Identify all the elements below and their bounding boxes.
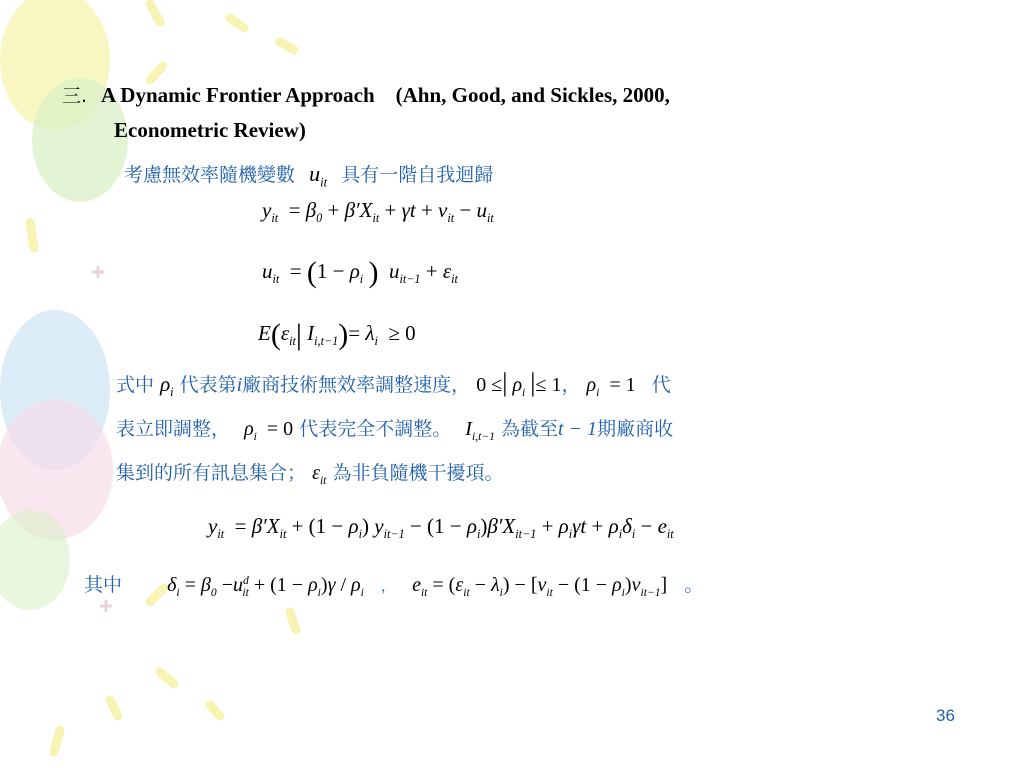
equation-inefficiency-process: $u_{it} = (1 - \rho_i$ ) $u_{it-1} + \varepsilon_{it}$ bbox=[262, 256, 458, 289]
intro-text-after: 具有一階自我迴歸 bbox=[341, 164, 494, 186]
slide-title bbox=[62, 78, 670, 147]
e-definition: $e_{it} = (\varepsilon_{it} - \lambda_i) - [v_{it} - (1 - \rho_i)v_{it-1}]$ bbox=[412, 574, 668, 599]
para2-text-b: 代表完全不調整。 bbox=[299, 418, 452, 440]
title-number: 三. bbox=[62, 85, 88, 107]
where-line bbox=[84, 570, 703, 599]
epsilon-it-symbol: $\varepsilon_{it}$ bbox=[312, 462, 327, 487]
para2-text-d: 期廠商收 bbox=[597, 418, 674, 440]
para1-text-a: 式中 bbox=[116, 374, 155, 396]
para3-text-b: 為非負隨機干擾項。 bbox=[332, 462, 504, 484]
equation-conditional-expectation: $E(\varepsilon_{it}|$ $I_{i,t-1})= \lambda_i \ge 0$ bbox=[258, 318, 416, 351]
where-separator: ， bbox=[380, 579, 395, 595]
page-number: 36 bbox=[936, 706, 955, 725]
para1-index-i: i bbox=[236, 374, 243, 396]
para1-text-b: 代表第 bbox=[179, 374, 237, 396]
intro-line bbox=[124, 160, 493, 190]
equation-reduced-form: $y_{it} = \beta'X_{it} + (1 - \rho_i) y_{it-1} - (1 - \rho_i)\beta'X_{it-1} + \rho_i\gamma t + \rho_i\delta_i - e_{it}$ bbox=[208, 514, 674, 542]
delta-definition: $\delta_i = \beta_0 -u^d_{it} + (1 - \rho_i)\gamma / \rho_i$ bbox=[167, 574, 364, 599]
para2-period: t − 1 bbox=[558, 418, 598, 440]
u-it-symbol: $u_{it}$ bbox=[309, 161, 328, 190]
rho-equals-zero: $\rho_i = 0$ bbox=[244, 418, 294, 443]
paragraph-line-3 bbox=[116, 458, 503, 487]
para2-text-c: 為截至 bbox=[500, 418, 558, 440]
para1-text-c: 廠商技術無效率調整速度， bbox=[242, 374, 471, 396]
where-label: 其中 bbox=[84, 574, 123, 596]
para1-text-d: ， bbox=[561, 374, 581, 396]
para1-text-e: 代 bbox=[651, 374, 671, 396]
paragraph-line-1 bbox=[116, 368, 671, 400]
title-line-2: Econometric Review) bbox=[114, 118, 306, 142]
rho-i-symbol: $\rho_i$ bbox=[160, 372, 174, 400]
title-line-1: A Dynamic Frontier Approach (Ahn, Good, and Sickles, 2000, bbox=[101, 83, 670, 107]
information-set-symbol: $I_{i,t-1}$ bbox=[465, 418, 495, 443]
equation-production-frontier: $y_{it} = \beta_0 + \beta'X_{it} + \gamma t + v_{it} - u_{it}$ bbox=[262, 198, 494, 226]
para2-text-a: 表立即調整， bbox=[116, 418, 231, 440]
intro-text-before: 考慮無效率隨機變數 bbox=[124, 164, 296, 186]
rho-equals-one: $\rho_i = 1$ bbox=[586, 374, 636, 399]
where-end-mark: 。 bbox=[684, 574, 704, 596]
rho-bounds-expression: 0 ≤| $\rho_i$ |≤ 1 bbox=[476, 368, 562, 399]
paragraph-line-2 bbox=[116, 414, 673, 443]
para3-text-a: 集到的所有訊息集合； bbox=[116, 462, 307, 484]
